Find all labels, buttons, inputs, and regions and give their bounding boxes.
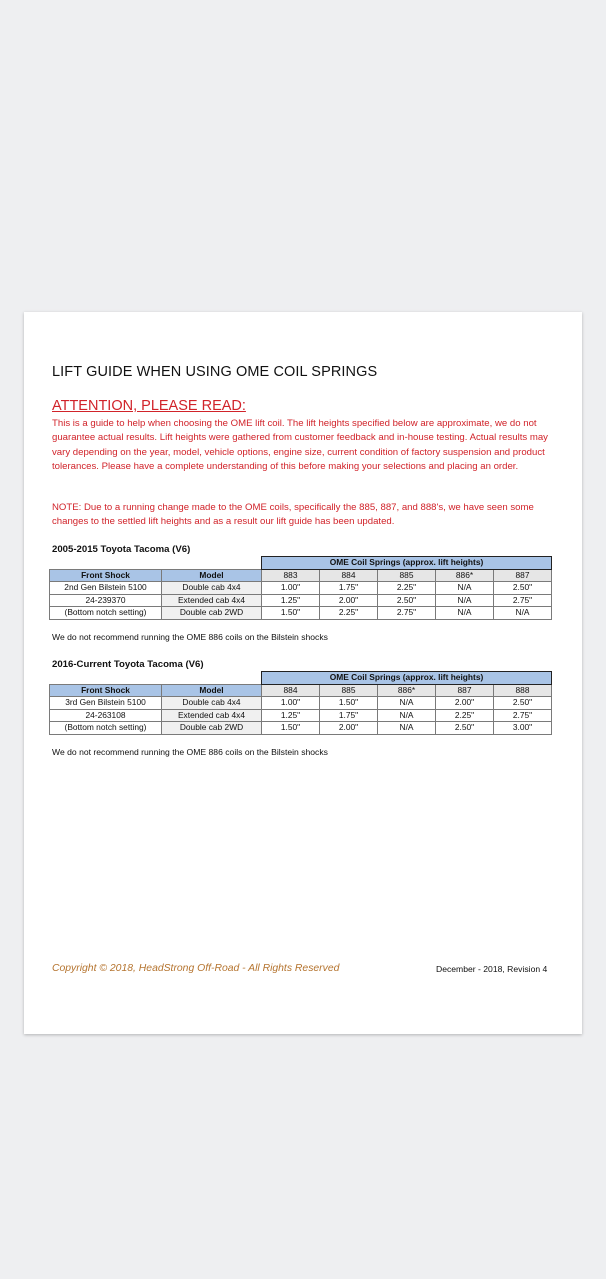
column-header-front-shock: Front Shock bbox=[50, 684, 162, 697]
lift-value: 1.25" bbox=[262, 709, 320, 722]
revision-text: December - 2018, Revision 4 bbox=[436, 964, 548, 974]
lift-value: 1.00" bbox=[262, 582, 320, 595]
shock-setting: (Bottom notch setting) bbox=[50, 607, 162, 620]
lift-table-2005-2015 bbox=[49, 556, 552, 620]
lift-value: 2.25" bbox=[320, 607, 378, 620]
lift-value: 1.50" bbox=[262, 607, 320, 620]
model-cell: Double cab 2WD bbox=[162, 722, 262, 735]
column-header-coil: 888 bbox=[494, 684, 552, 697]
column-header-model: Model bbox=[162, 684, 262, 697]
disclaimer-paragraph: This is a guide to help when choosing the OME lift coil. The lift heights specified below are approximate, we do not guarantee actual results. Lift heights were gathered from customer feedback and in-house testing. Actual results may vary depending on the year, model, vehicle options, engine size, current condition of factory suspension and product tolerances. Please have a complete understanding of this before making your selections and placing an order. bbox=[52, 418, 548, 472]
table-row bbox=[50, 722, 552, 735]
shock-part-number: 24-239370 bbox=[50, 594, 162, 607]
lift-value: N/A bbox=[436, 594, 494, 607]
group-header: OME Coil Springs (approx. lift heights) bbox=[262, 672, 552, 685]
note-paragraph: NOTE: Due to a running change made to the OME coils, specifically the 885, 887, and 888's, we have seen some changes to the settled lift heights and as a result our lift guide has been updated. bbox=[52, 502, 534, 528]
column-header-coil: 887 bbox=[436, 684, 494, 697]
table-row bbox=[50, 594, 552, 607]
lift-value: N/A bbox=[494, 607, 552, 620]
column-header-model: Model bbox=[162, 569, 262, 582]
group-header: OME Coil Springs (approx. lift heights) bbox=[262, 557, 552, 570]
shock-setting: (Bottom notch setting) bbox=[50, 722, 162, 735]
column-header-coil: 885 bbox=[378, 569, 436, 582]
lift-value: N/A bbox=[378, 722, 436, 735]
lift-value: 2.75" bbox=[378, 607, 436, 620]
section-title-2016-current: 2016-Current Toyota Tacoma (V6) bbox=[52, 659, 204, 670]
lift-value: 2.50" bbox=[494, 697, 552, 710]
model-cell: Double cab 2WD bbox=[162, 607, 262, 620]
section-title-2005-2015: 2005-2015 Toyota Tacoma (V6) bbox=[52, 544, 191, 555]
lift-value: 2.50" bbox=[436, 722, 494, 735]
column-header-coil: 884 bbox=[262, 684, 320, 697]
model-cell: Double cab 4x4 bbox=[162, 697, 262, 710]
column-header-coil: 883 bbox=[262, 569, 320, 582]
lift-value: N/A bbox=[378, 709, 436, 722]
lift-value: 1.25" bbox=[262, 594, 320, 607]
lift-value: 2.50" bbox=[378, 594, 436, 607]
lift-value: N/A bbox=[436, 607, 494, 620]
table-row bbox=[50, 607, 552, 620]
shock-part-number: 24-263108 bbox=[50, 709, 162, 722]
lift-value: 2.75" bbox=[494, 594, 552, 607]
table-row bbox=[50, 709, 552, 722]
shock-name: 2nd Gen Bilstein 5100 bbox=[50, 582, 162, 595]
lift-value: 1.75" bbox=[320, 582, 378, 595]
column-header-coil: 886* bbox=[378, 684, 436, 697]
table-row bbox=[50, 582, 552, 595]
lift-value: 2.25" bbox=[436, 709, 494, 722]
attention-heading: ATTENTION, PLEASE READ: bbox=[52, 398, 246, 414]
lift-value: 1.50" bbox=[262, 722, 320, 735]
lift-value: 2.00" bbox=[320, 594, 378, 607]
document-title: LIFT GUIDE WHEN USING OME COIL SPRINGS bbox=[52, 364, 378, 380]
model-cell: Extended cab 4x4 bbox=[162, 594, 262, 607]
lift-value: 2.25" bbox=[378, 582, 436, 595]
lift-value: 1.00" bbox=[262, 697, 320, 710]
column-header-coil: 887 bbox=[494, 569, 552, 582]
lift-value: N/A bbox=[378, 697, 436, 710]
bilstein-note: We do not recommend running the OME 886 coils on the Bilstein shocks bbox=[52, 747, 328, 757]
lift-value: 2.00" bbox=[436, 697, 494, 710]
lift-value: N/A bbox=[436, 582, 494, 595]
column-header-coil: 885 bbox=[320, 684, 378, 697]
copyright-text: Copyright © 2018, HeadStrong Off-Road - All Rights Reserved bbox=[52, 963, 340, 974]
column-header-coil: 884 bbox=[320, 569, 378, 582]
column-header-front-shock: Front Shock bbox=[50, 569, 162, 582]
model-cell: Extended cab 4x4 bbox=[162, 709, 262, 722]
lift-value: 1.75" bbox=[320, 709, 378, 722]
bilstein-note: We do not recommend running the OME 886 coils on the Bilstein shocks bbox=[52, 632, 328, 642]
lift-value: 2.75" bbox=[494, 709, 552, 722]
document-page bbox=[24, 312, 582, 1034]
table-row bbox=[50, 697, 552, 710]
lift-table-2016-current bbox=[49, 671, 552, 735]
column-header-coil: 886* bbox=[436, 569, 494, 582]
lift-value: 1.50" bbox=[320, 697, 378, 710]
lift-value: 2.50" bbox=[494, 582, 552, 595]
lift-value: 2.00" bbox=[320, 722, 378, 735]
shock-name: 3rd Gen Bilstein 5100 bbox=[50, 697, 162, 710]
lift-value: 3.00" bbox=[494, 722, 552, 735]
model-cell: Double cab 4x4 bbox=[162, 582, 262, 595]
